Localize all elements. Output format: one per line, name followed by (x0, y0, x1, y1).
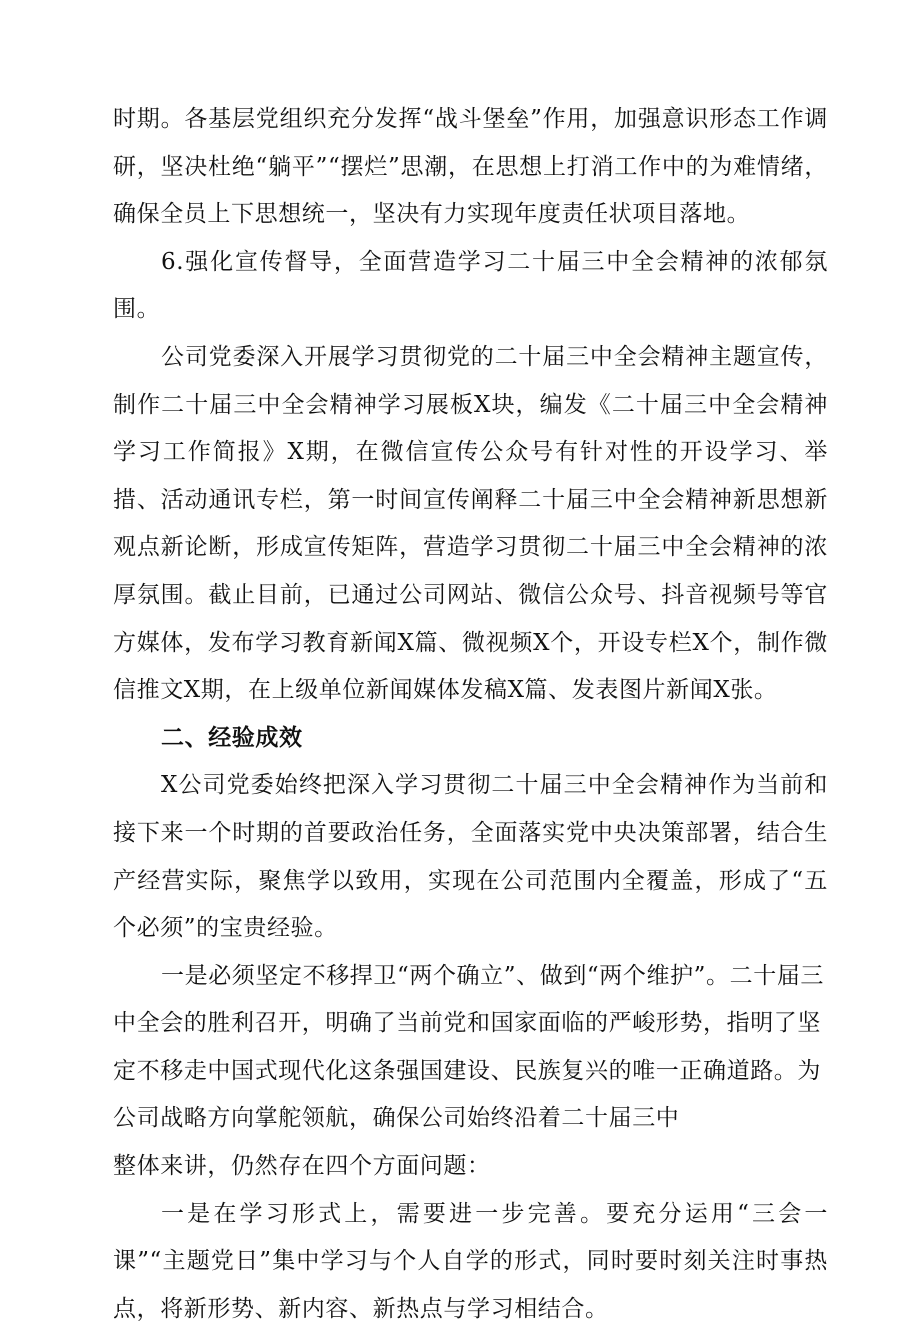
section-heading-experience: 二、经验成效 (161, 724, 303, 751)
paragraph-experience-intro: X公司党委始终把深入学习贯彻二十届三中全会精神作为当前和接下来一个时期的首要政治任务，全面落实党中央决策部署，结合生产经营实际，聚焦学以致用，实现在公司范围内全覆盖，形成了“五个必须”的宝贵经验。 (113, 772, 828, 942)
paragraph-experience-one: 一是必须坚定不移捍卫“两个确立”、做到“两个维护”。二十届三中全会的胜利召开，明确了当前党和国家面临的严峻形势，指明了坚定不移走中国式现代化这条强国建设、民族复兴的唯一正确道路。为公司战略方向掌舵领航，确保公司始终沿着二十届三中 (113, 962, 825, 1132)
paragraph-problem-one: 一是在学习形式上，需要进一步完善。要充分运用“三会一课”“主题党日”集中学习与个人自学的形式，同时要时刻关注时事热点，将新形势、新内容、新热点与学习相结合。 (113, 1200, 828, 1322)
paragraph-publicity: 公司党委深入开展学习贯彻党的二十届三中全会精神主题宣传，制作二十届三中全会精神学习展板X块，编发《二十届三中全会精神学习工作简报》X期，在微信宣传公众号有针对性的开设学习、举措、活动通讯专栏，第一时间宣传阐释二十届三中全会精神新思想新观点新论断，形成宣传矩阵，营造学习贯彻二十届三中全会精神的浓厚氛围。截止目前，已通过公司网站、微信公众号、抖音视频号等官方媒体，发布学习教育新闻X篇、微视频X个，开设专栏X个，制作微信推文X期，在上级单位新闻媒体发稿X篇、发表图片新闻X张。 (113, 343, 828, 704)
paragraph-problems-intro: 整体来讲，仍然存在四个方面问题： (113, 1153, 491, 1180)
paragraph-continuation: 时期。各基层党组织充分发挥“战斗堡垒”作用，加强意识形态工作调研，坚决杜绝“躺平”“摆烂”思潮，在思想上打消工作中的为难情绪，确保全员上下思想统一，坚决有力实现年度责任状项目落地。 (113, 106, 828, 228)
document-body (113, 96, 828, 1333)
paragraph-item-6: 6.强化宣传督导，全面营造学习二十届三中全会精神的浓郁氛围。 (113, 248, 828, 323)
